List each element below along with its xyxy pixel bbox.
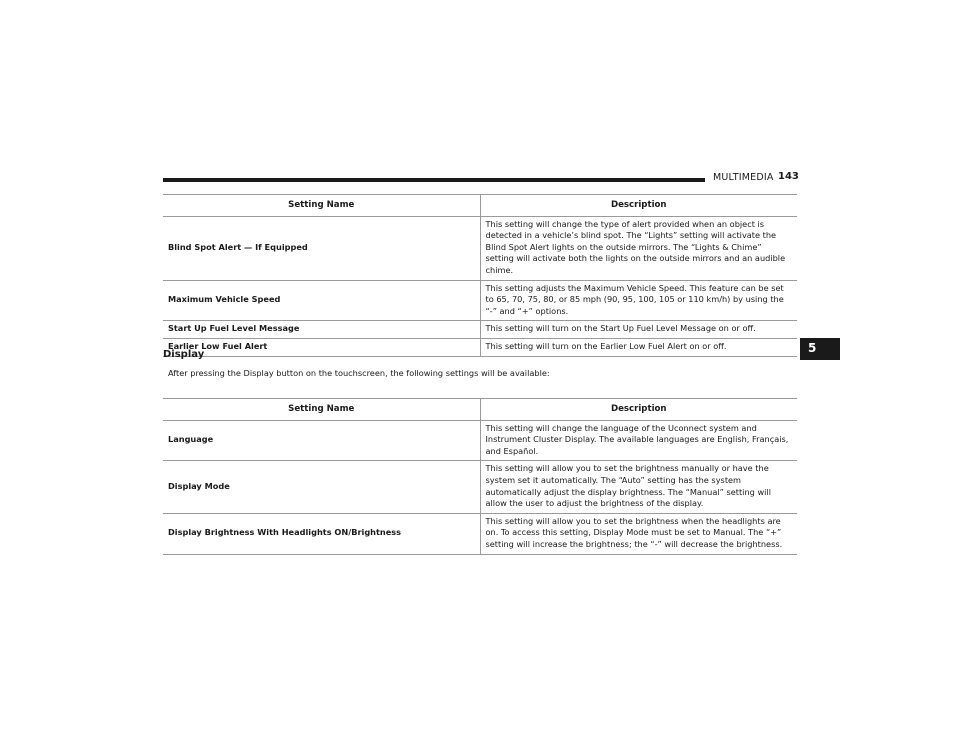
setting-name: Maximum Vehicle Speed <box>163 280 480 321</box>
table-row <box>163 216 797 280</box>
chapter-tab-label: 5 <box>808 341 817 355</box>
setting-name: Language <box>163 420 480 461</box>
settings-table-1 <box>163 194 797 357</box>
setting-description: This setting will change the language of the Uconnect system and Instrument Cluster Display. The available languages are English, Français, and Español. <box>480 420 797 461</box>
settings-table-2 <box>163 398 797 555</box>
setting-name: Start Up Fuel Level Message <box>163 321 480 339</box>
column-header-setting-name: Setting Name <box>163 195 480 217</box>
setting-description: This setting adjusts the Maximum Vehicle Speed. This feature can be set to 65, 70, 75, 80, or 85 mph (90, 95, 100, 105 or 110 km/h) by using the “-” and “+” options. <box>480 280 797 321</box>
intro-text: After pressing the Display button on the touchscreen, the following settings will be available: <box>168 368 550 378</box>
table-row <box>163 338 797 356</box>
setting-name: Blind Spot Alert — If Equipped <box>163 216 480 280</box>
setting-description: This setting will turn on the Earlier Low Fuel Alert on or off. <box>480 338 797 356</box>
setting-description: This setting will turn on the Start Up Fuel Level Message on or off. <box>480 321 797 339</box>
header-rule <box>163 178 705 182</box>
setting-description: This setting will change the type of alert provided when an object is detected in a vehicle’s blind spot. The “Lights” setting will activate the Blind Spot Alert lights on the outside mirrors. The “Lights & Chime” setting will activate both the lights on the outside mirrors and an audible chime. <box>480 216 797 280</box>
table-row <box>163 461 797 513</box>
table-row <box>163 321 797 339</box>
table-row <box>163 513 797 554</box>
table-row <box>163 420 797 461</box>
column-header-setting-name: Setting Name <box>163 399 480 421</box>
section-title: MULTIMEDIA <box>713 172 774 183</box>
setting-name: Display Brightness With Headlights ON/Brightness <box>163 513 480 554</box>
column-header-description: Description <box>480 399 797 421</box>
column-header-description: Description <box>480 195 797 217</box>
setting-name: Display Mode <box>163 461 480 513</box>
setting-description: This setting will allow you to set the brightness manually or have the system set it automatically. The “Auto” setting has the system automatically adjust the display brightness. The “Manual” setting will allow the user to adjust the brightness of the display. <box>480 461 797 513</box>
chapter-tab <box>800 338 840 360</box>
page-number: 143 <box>778 171 799 182</box>
table-header-row <box>163 399 797 421</box>
setting-name: Earlier Low Fuel Alert <box>163 338 480 356</box>
setting-description: This setting will allow you to set the brightness when the headlights are on. To access this setting, Display Mode must be set to Manual. The “+” setting will increase the brightness; the “-” will decrease the brightness. <box>480 513 797 554</box>
table-row <box>163 280 797 321</box>
table-header-row <box>163 195 797 217</box>
section-heading-display: Display <box>163 349 205 360</box>
